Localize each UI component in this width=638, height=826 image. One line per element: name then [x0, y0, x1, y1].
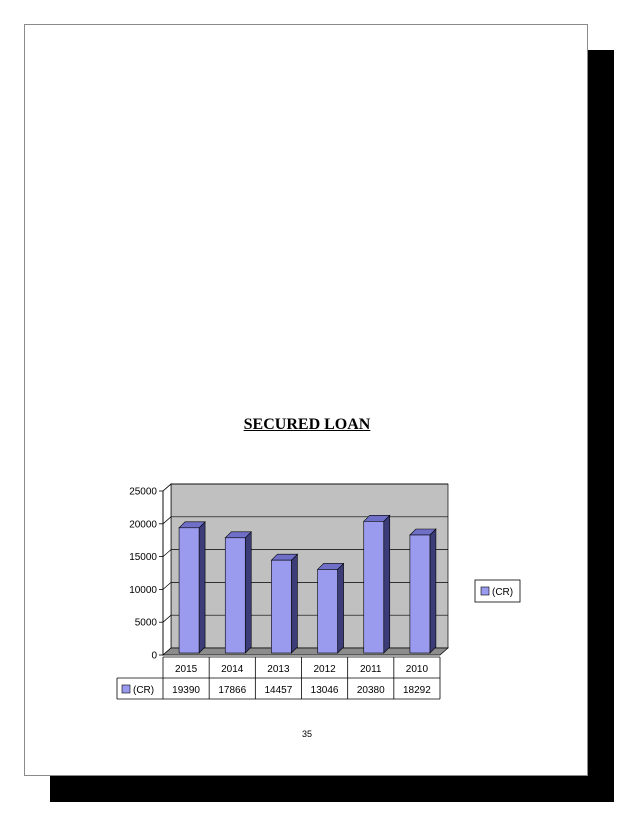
y-tick-label: 5000 [134, 617, 157, 629]
data-table-value: 13046 [310, 685, 339, 696]
plot-floor [163, 648, 448, 655]
x-category-label: 2012 [313, 664, 336, 675]
bar [225, 538, 245, 653]
data-table-value: 19390 [172, 685, 200, 696]
chart-title: SECURED LOAN [243, 416, 371, 433]
data-table-value: 14457 [264, 685, 293, 696]
y-tick-label: 20000 [129, 519, 157, 531]
x-category-label: 2010 [405, 664, 429, 675]
y-tick-label: 25000 [129, 486, 157, 498]
bar [318, 569, 338, 653]
y-tick-label: 10000 [129, 584, 157, 596]
legend-swatch [481, 587, 489, 595]
bar-side [384, 515, 390, 653]
bar-side [430, 529, 436, 653]
plot-left-wall [163, 484, 171, 655]
bar [410, 535, 430, 653]
bar-side [338, 563, 344, 653]
plot-back-wall [171, 484, 448, 648]
page-number: 35 [301, 729, 312, 739]
table-series-label: (CR) [133, 685, 155, 696]
bar-side [199, 522, 205, 653]
x-category-label: 2013 [267, 664, 290, 675]
bar-side [245, 532, 251, 653]
data-table-value: 20380 [356, 685, 385, 696]
x-category-label: 2014 [221, 664, 244, 675]
data-table-value: 17866 [218, 685, 247, 696]
data-table-value: 18292 [403, 685, 431, 696]
bar-side [291, 554, 297, 653]
y-tick-label: 15000 [129, 552, 157, 564]
legend-label: (CR) [492, 587, 514, 598]
table-series-swatch [122, 685, 130, 693]
bar [364, 521, 384, 653]
x-category-label: 2011 [359, 664, 382, 675]
bar [179, 528, 199, 653]
y-tick-label: 0 [151, 650, 157, 662]
x-category-label: 2015 [174, 664, 198, 675]
bar [271, 560, 291, 653]
